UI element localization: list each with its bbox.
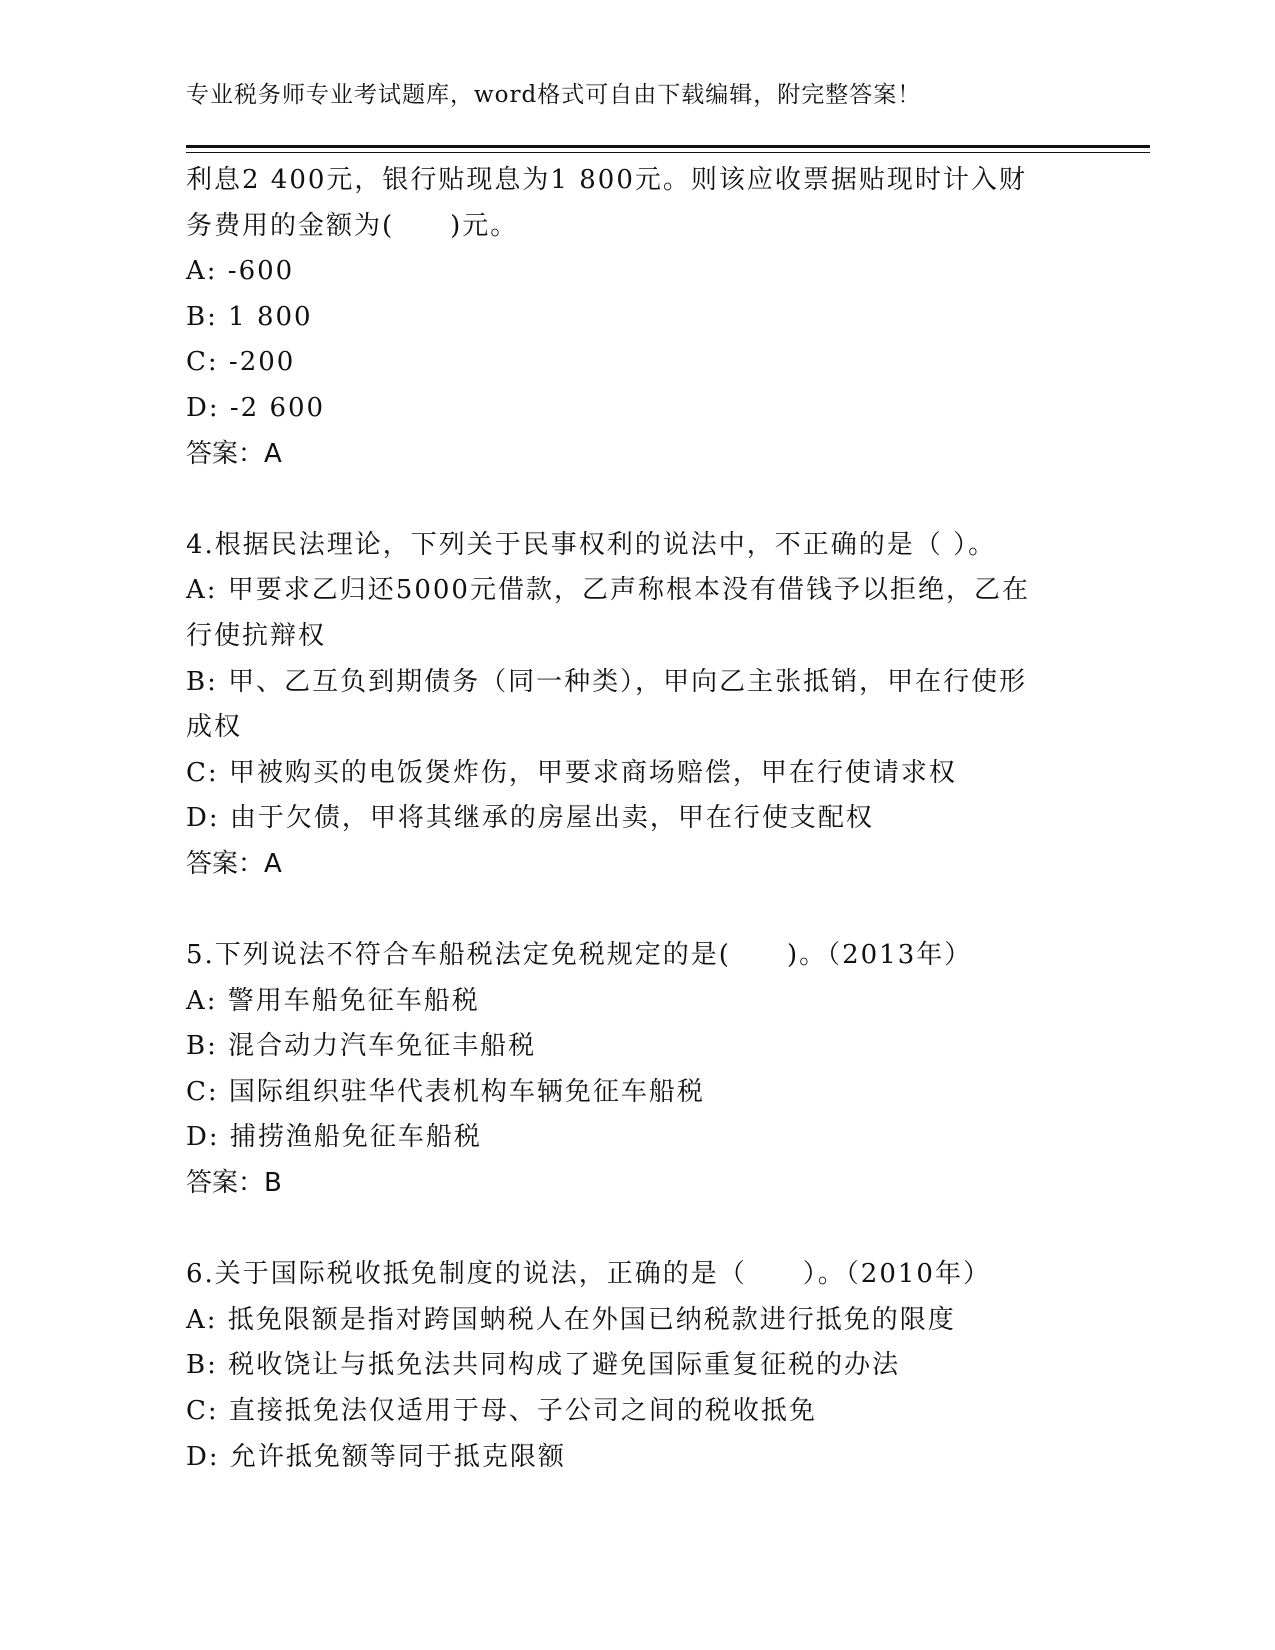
question-3-option-b: B: 1 800 bbox=[186, 301, 313, 332]
question-3-option-d: D: -2 600 bbox=[186, 392, 326, 423]
question-3-answer: 答案：A bbox=[186, 438, 282, 469]
question-content bbox=[186, 158, 1086, 1480]
question-3-option-a: A: -600 bbox=[186, 256, 295, 287]
question-5-answer: 答案：B bbox=[186, 1168, 282, 1199]
question-6 bbox=[186, 1252, 1086, 1480]
question-5-option-d: D: 捕捞渔船免征车船税 bbox=[186, 1122, 482, 1153]
question-3-stem-line-1: 利息2 400元，银行贴现息为1 800元。则该应收票据贴现时计入财 bbox=[186, 165, 1027, 195]
question-6-option-c: C: 直接抵免法仅适用于母、子公司之间的税收抵免 bbox=[186, 1396, 817, 1427]
spacer bbox=[186, 1207, 1086, 1253]
question-6-stem: 6.关于国际税收抵免制度的说法，正确的是（ ）。（2010年） bbox=[186, 1259, 991, 1290]
question-5-stem: 5.下列说法不符合车船税法定免税规定的是( )。（2013年） bbox=[186, 940, 973, 971]
question-4-stem: 4.根据民法理论，下列关于民事权利的说法中，不正确的是（ ）。 bbox=[186, 529, 997, 560]
question-6-option-b: B: 税收饶让与抵免法共同构成了避免国际重复征税的办法 bbox=[186, 1350, 901, 1381]
question-5-option-c: C: 国际组织驻华代表机构车辆免征车船税 bbox=[186, 1076, 705, 1107]
question-4-answer: 答案：A bbox=[186, 848, 282, 879]
question-4-option-a-line-2: 行使抗辩权 bbox=[186, 620, 327, 651]
question-6-option-d: D: 允许抵免额等同于抵克限额 bbox=[186, 1441, 566, 1472]
header-rule-thick bbox=[186, 145, 1150, 148]
question-5-option-a: A: 警用车船免征车船税 bbox=[186, 985, 480, 1016]
question-6-option-a: A: 抵免限额是指对跨国蚋税人在外国已纳税款进行抵免的限度 bbox=[186, 1304, 956, 1335]
question-4-option-b-line-1: B: 甲、乙互负到期债务（同一种类），甲向乙主张抵销，甲在行使形 bbox=[186, 666, 1028, 697]
question-5 bbox=[186, 933, 1086, 1207]
question-4-option-c: C: 甲被购买的电饭煲炸伤，甲要求商场赔偿，甲在行使请求权 bbox=[186, 757, 957, 788]
question-4-option-a-line-1: A: 甲要求乙归还5000元借款，乙声称根本没有借钱予以拒绝，乙在 bbox=[186, 575, 1030, 606]
question-3 bbox=[186, 158, 1086, 477]
spacer bbox=[186, 888, 1086, 934]
header-rule-thin bbox=[186, 152, 1150, 153]
question-3-stem-line-2: 务费用的金额为( )元。 bbox=[186, 210, 519, 241]
question-4 bbox=[186, 523, 1086, 888]
question-4-option-b-line-2: 成权 bbox=[186, 712, 243, 743]
question-4-option-d: D: 由于欠债，甲将其继承的房屋出卖，甲在行使支配权 bbox=[186, 803, 874, 834]
spacer bbox=[186, 477, 1086, 523]
question-5-option-b: B: 混合动力汽车免征丰船税 bbox=[186, 1031, 537, 1062]
question-3-option-c: C: -200 bbox=[186, 347, 296, 378]
page-header: 专业税务师专业考试题库，word格式可自由下载编辑，附完整答案！ bbox=[186, 82, 922, 108]
